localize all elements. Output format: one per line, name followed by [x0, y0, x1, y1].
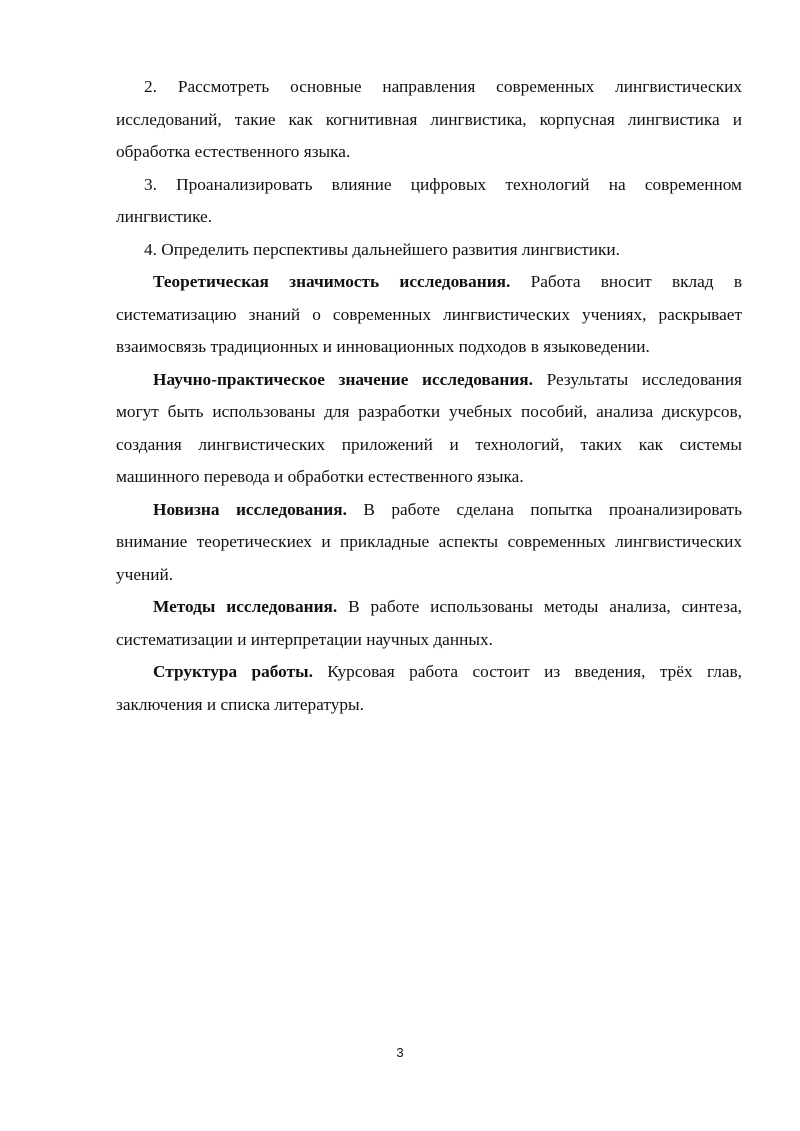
- paragraph-text: Работа вносит вклад в систематизацию знаний о современных лингвистических учениях, раскрывает взаимосвязь традиционных и инновационных подходов в языковедении.: [116, 272, 742, 356]
- paragraph-theoretical-significance: [116, 266, 742, 364]
- paragraph-lead: Методы исследования.: [153, 597, 338, 616]
- paragraph-structure: [116, 656, 742, 721]
- list-item-2: 2. Рассмотреть основные направления современных лингвистических исследований, такие как когнитивная лингвистика, корпусная лингвистика и обработка естественного языка.: [116, 77, 742, 161]
- page-number: 3: [396, 1045, 404, 1060]
- paragraph-text: Курсовая работа состоит из введения, трёх глав, заключения и списка литературы.: [116, 662, 742, 714]
- list-item-3: 3. Проанализировать влияние цифровых технологий на современном лингвистике.: [116, 174, 742, 226]
- paragraph-lead: Новизна исследования.: [153, 499, 347, 519]
- page-body: [116, 71, 742, 721]
- paragraph-methods: [116, 591, 742, 656]
- paragraph-text: Результаты исследования могут быть использованы для разработки учебных пособий, анализа дискурсов, создания лингвистических приложений и технологий, таких как системы машинного перевода и обработки естественного языка.: [116, 369, 742, 486]
- paragraph-text: В работе сделана попытка проанализировать внимание теоретическиех и прикладные аспекты современных лингвистических учений.: [116, 499, 742, 584]
- paragraph-lead: Научно-практическое значение исследования.: [153, 369, 533, 389]
- paragraph-lead: Теоретическая значимость исследования.: [153, 272, 511, 291]
- paragraph-lead: Структура работы.: [153, 662, 313, 681]
- paragraph-novelty: [116, 494, 742, 592]
- paragraph-practical-significance: [116, 364, 742, 494]
- list-item-4: 4. Определить перспективы дальнейшего развития лингвистики.: [144, 239, 620, 259]
- paragraph-text: В работе использованы методы анализа, синтеза, систематизации и интерпретации научных данных.: [116, 597, 743, 649]
